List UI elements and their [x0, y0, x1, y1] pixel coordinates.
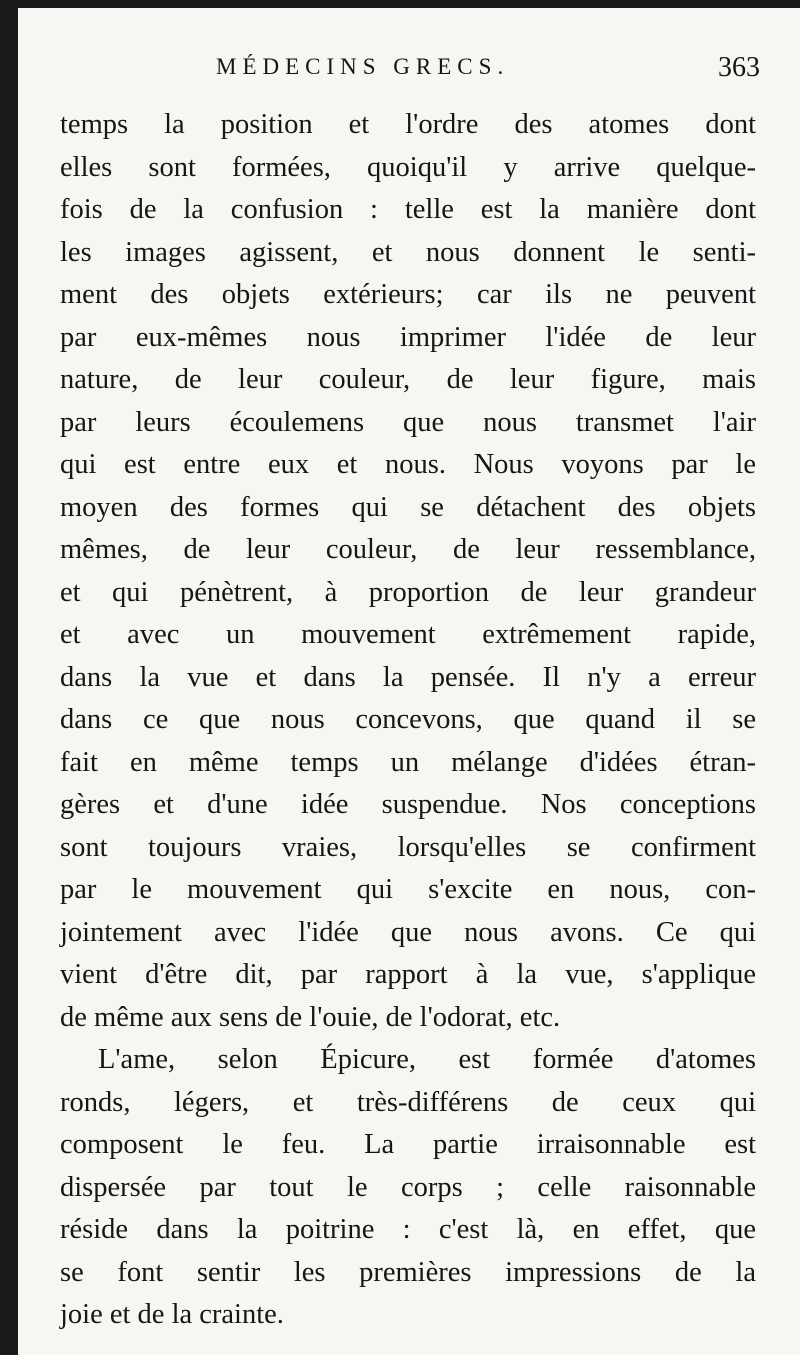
text-line: mêmes, de leur couleur, de leur ressemblance,	[60, 534, 756, 565]
page-header	[18, 52, 800, 92]
paragraph-2	[60, 1039, 756, 1337]
body-text	[60, 104, 756, 1337]
text-line: composent le feu. La partie irraisonnable est	[60, 1129, 756, 1160]
text-line: ronds, légers, et très-différens de ceux qui	[60, 1086, 756, 1118]
text-line: et avec un mouvement extrêmement rapide,	[60, 619, 756, 650]
text-line: par leurs écoulemens que nous transmet l'air	[60, 406, 756, 438]
text-line: temps la position et l'ordre des atomes dont	[60, 109, 756, 140]
text-line: par eux-mêmes nous imprimer l'idée de leur	[60, 321, 756, 353]
text-line: fois de la confusion : telle est la manière dont	[60, 194, 756, 225]
text-line: les images agissent, et nous donnent le senti-	[60, 236, 756, 268]
book-page	[18, 8, 800, 1355]
text-line: gères et d'une idée suspendue. Nos conceptions	[60, 789, 756, 820]
page-number: 363	[718, 52, 760, 83]
text-line: se font sentir les premières impressions de la	[60, 1256, 756, 1288]
text-line: fait en même temps un mélange d'idées étran-	[60, 746, 756, 778]
text-line: réside dans la poitrine : c'est là, en effet, que	[60, 1214, 756, 1245]
running-title: MÉDECINS GRECS.	[216, 54, 510, 79]
text-line: dans ce que nous concevons, que quand il se	[60, 704, 756, 735]
text-line: dispersée par tout le corps ; celle raisonnable	[60, 1171, 756, 1203]
text-line: sont toujours vraies, lorsqu'elles se confirment	[60, 831, 756, 863]
text-line: moyen des formes qui se détachent des objets	[60, 491, 756, 523]
paragraph-1	[60, 104, 756, 1039]
text-line: vient d'être dit, par rapport à la vue, s'applique	[60, 959, 756, 990]
text-line: joie et de la crainte.	[60, 1299, 284, 1330]
text-line: de même aux sens de l'ouie, de l'odorat, etc.	[60, 1001, 561, 1033]
text-line: par le mouvement qui s'excite en nous, con-	[60, 874, 756, 905]
text-line: qui est entre eux et nous. Nous voyons par le	[60, 449, 756, 480]
text-line: ment des objets extérieurs; car ils ne peuvent	[60, 279, 756, 310]
text-line: elles sont formées, quoiqu'il y arrive quelque-	[60, 151, 756, 183]
text-line: nature, de leur couleur, de leur figure, mais	[60, 364, 756, 395]
text-line: L'ame, selon Épicure, est formée d'atomes	[98, 1044, 756, 1075]
text-line: dans la vue et dans la pensée. Il n'y a erreur	[60, 661, 756, 693]
text-line: et qui pénètrent, à proportion de leur grandeur	[60, 576, 756, 608]
text-line: jointement avec l'idée que nous avons. Ce qui	[60, 916, 756, 948]
